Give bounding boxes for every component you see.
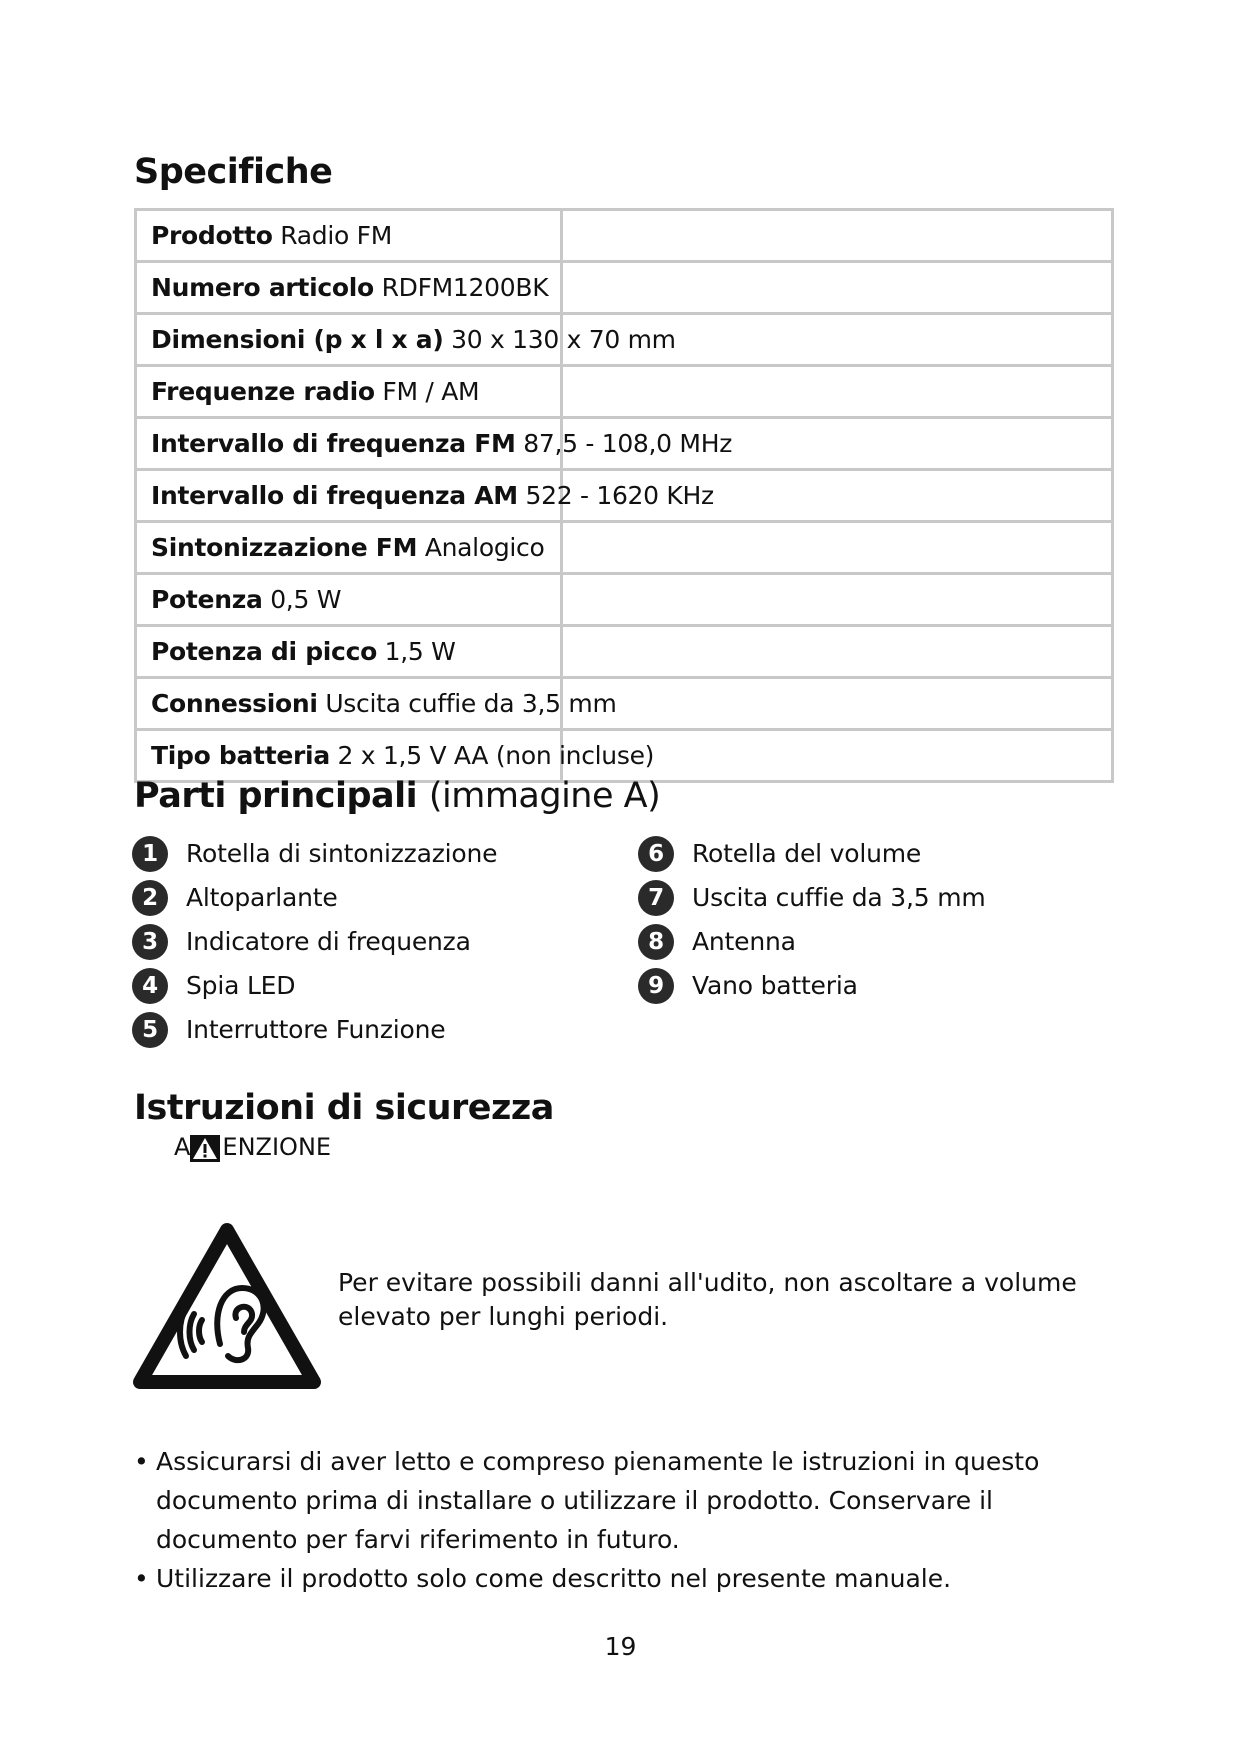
spec-label: Frequenze radio (151, 377, 375, 406)
spec-row (137, 419, 1111, 471)
spec-label: Potenza di picco (151, 637, 377, 666)
spec-cell (151, 419, 732, 468)
part-label: Spia LED (186, 971, 296, 1000)
spec-cell (151, 471, 714, 520)
spec-label: Potenza (151, 585, 263, 614)
spec-cell (151, 627, 456, 676)
spec-value: 522 - 1620 KHz (525, 481, 714, 510)
bullet-text: Utilizzare il prodotto solo come descritto nel presente manuale. (156, 1564, 952, 1593)
part-number-badge: 1 (132, 836, 168, 872)
parts-heading-bold: Parti principali (134, 776, 418, 816)
parts-heading-ref: (immagine A) (428, 776, 661, 816)
part-number-badge: 4 (132, 968, 168, 1004)
hearing-warning-text: Per evitare possibili danni all'udito, non ascoltare a volume elevato per lunghi periodi. (338, 1268, 1077, 1331)
spec-cell (151, 367, 479, 416)
spec-row (137, 575, 1111, 627)
part-label: Rotella del volume (692, 839, 922, 868)
spec-label: Intervallo di frequenza AM (151, 481, 518, 510)
part-number-badge: 7 (638, 880, 674, 916)
spec-cell (151, 679, 617, 728)
spec-cell (151, 523, 544, 572)
spec-row (137, 263, 1111, 315)
list-item (134, 1442, 1094, 1559)
part-number-badge: 6 (638, 836, 674, 872)
spec-cell (151, 575, 341, 624)
spec-value: Uscita cuffie da 3,5 mm (325, 689, 617, 718)
spec-value: FM / AM (382, 377, 480, 406)
spec-label: Tipo batteria (151, 741, 330, 770)
attention-label (174, 1130, 331, 1164)
bullet-dot-icon: • (134, 1447, 149, 1476)
spec-label: Connessioni (151, 689, 318, 718)
spec-value: Radio FM (280, 221, 392, 250)
spec-value: 0,5 W (270, 585, 342, 614)
spec-value: 1,5 W (384, 637, 456, 666)
part-label: Rotella di sintonizzazione (186, 839, 498, 868)
hearing-damage-warning-icon (132, 1222, 322, 1392)
spec-row (137, 627, 1111, 679)
page-number: 19 (604, 1632, 637, 1661)
spec-row (137, 679, 1111, 731)
spec-row (137, 315, 1111, 367)
spec-label: Sintonizzazione FM (151, 533, 418, 562)
spec-label: Dimensioni (p x l x a) (151, 325, 444, 354)
spec-value: 30 x 130 x 70 mm (451, 325, 676, 354)
bullet-text: Assicurarsi di aver letto e compreso pienamente le istruzioni in questo documento prima di installare o utilizzare il prodotto. Conservare il documento per farvi riferimento in futuro. (156, 1447, 1040, 1554)
spec-label: Intervallo di frequenza FM (151, 429, 516, 458)
spec-value: 2 x 1,5 V AA (non incluse) (337, 741, 655, 770)
part-number-badge: 3 (132, 924, 168, 960)
spec-value: 87,5 - 108,0 MHz (523, 429, 733, 458)
spec-row (137, 471, 1111, 523)
list-item (134, 1559, 1094, 1598)
attention-prefix: A (174, 1133, 191, 1161)
safety-bullet-list (134, 1442, 1094, 1598)
part-label: Altoparlante (186, 883, 338, 912)
specs-table (134, 208, 1114, 783)
part-number-badge: 2 (132, 880, 168, 916)
specs-heading: Specifiche (134, 152, 333, 192)
attention-suffix: ENZIONE (222, 1133, 332, 1161)
spec-row (137, 523, 1111, 575)
spec-label: Numero articolo (151, 273, 374, 302)
spec-cell (151, 731, 654, 780)
spec-row (137, 211, 1111, 263)
bullet-dot-icon: • (134, 1564, 149, 1593)
spec-value: RDFM1200BK (381, 273, 549, 302)
spec-cell (151, 263, 548, 312)
part-label: Uscita cuffie da 3,5 mm (692, 883, 986, 912)
spec-cell (151, 315, 676, 364)
part-number-badge: 9 (638, 968, 674, 1004)
parts-heading (134, 776, 660, 816)
spec-value: Analogico (424, 533, 545, 562)
part-label: Indicatore di frequenza (186, 927, 471, 956)
spec-label: Prodotto (151, 221, 273, 250)
part-label: Vano batteria (692, 971, 858, 1000)
spec-cell (151, 211, 392, 260)
safety-heading: Istruzioni di sicurezza (134, 1088, 554, 1128)
spec-row (137, 731, 1111, 780)
part-label: Interruttore Funzione (186, 1015, 446, 1044)
part-number-badge: 5 (132, 1012, 168, 1048)
part-number-badge: 8 (638, 924, 674, 960)
part-label: Antenna (692, 927, 796, 956)
spec-row (137, 367, 1111, 419)
warning-triangle-icon (190, 1135, 220, 1162)
